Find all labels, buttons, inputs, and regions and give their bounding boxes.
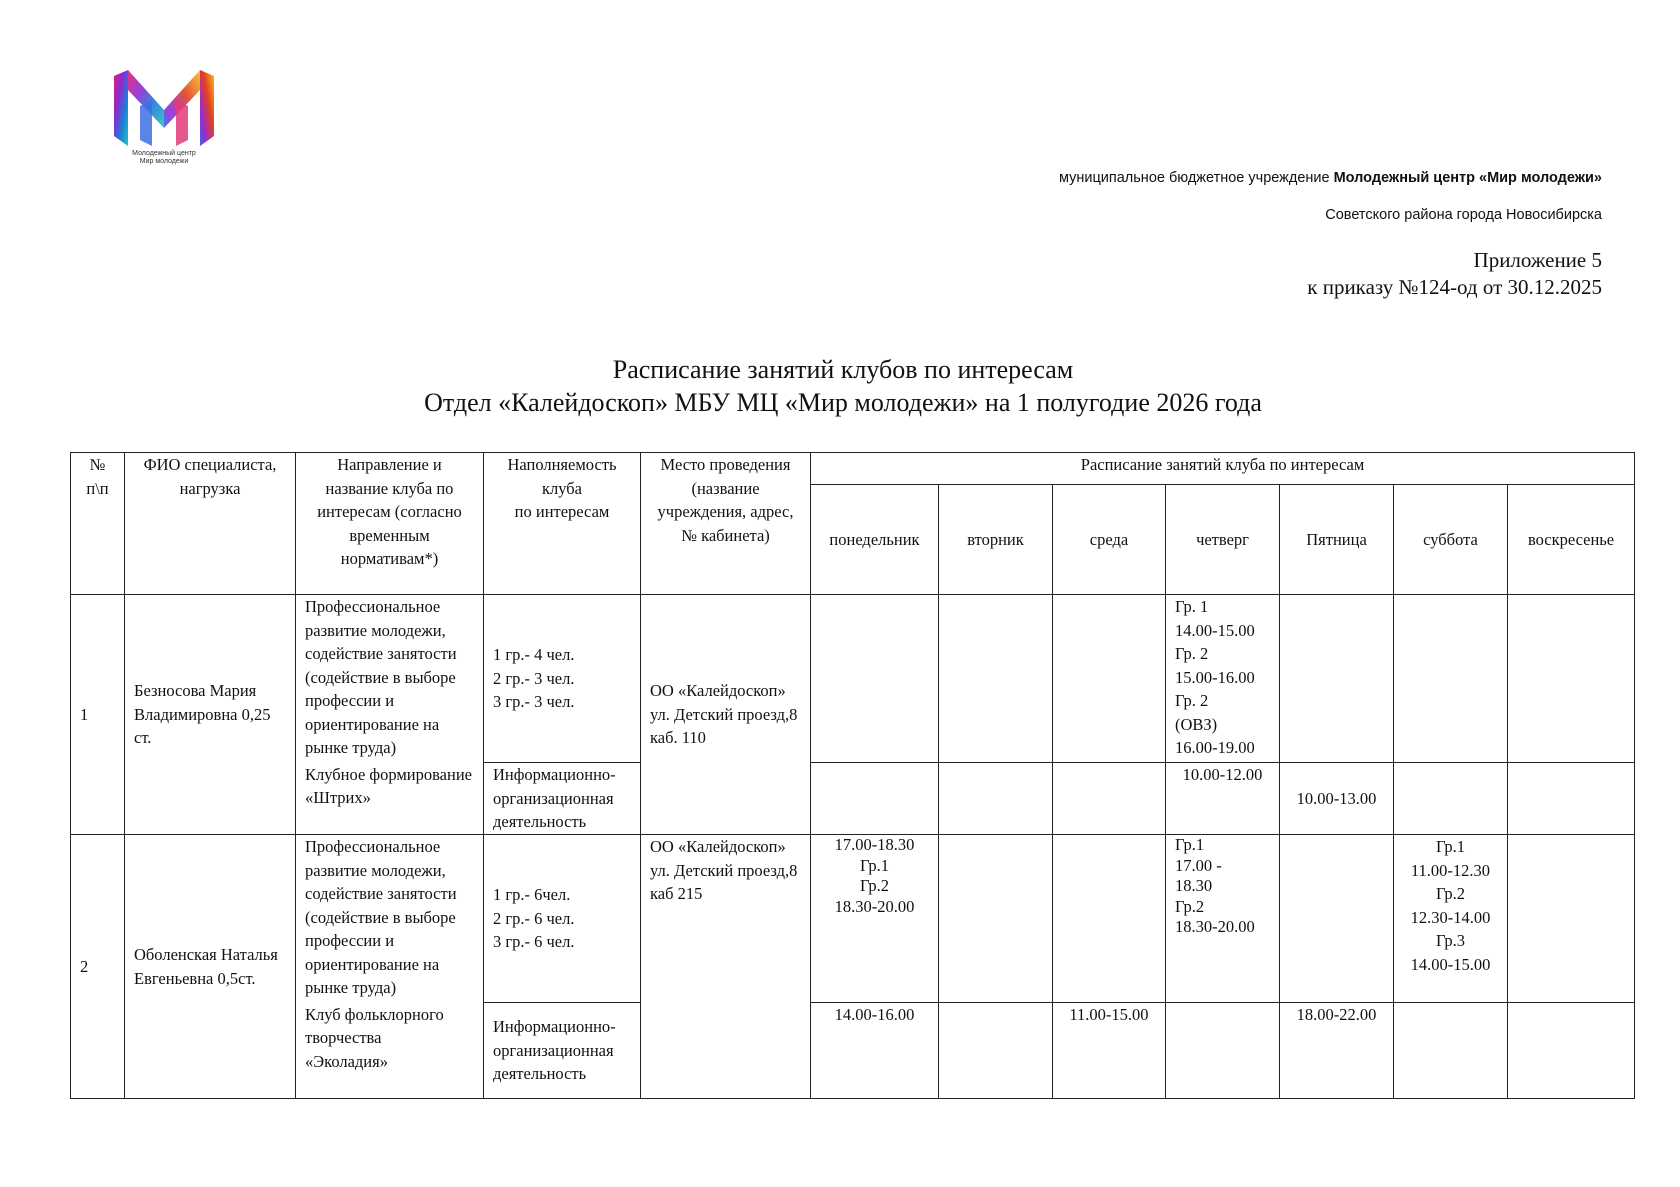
table-row (71, 595, 1635, 763)
row-info-sun (1508, 763, 1635, 835)
row-num: 1 (71, 595, 125, 835)
row-sched-tue (939, 835, 1053, 1003)
row-sched-sat (1394, 595, 1508, 763)
row-info-tue (939, 763, 1053, 835)
header-row-1 (71, 453, 1635, 485)
row-sched-sun (1508, 595, 1635, 763)
row-sched-wed (1053, 835, 1166, 1003)
row-direction: Профессиональное развитие молодежи, содействие занятости (содействие в выборе профессии и ориентирование на рынке труда) (296, 595, 484, 763)
header-day-mon: понедельник (811, 485, 939, 595)
header-day-thu: четверг (1166, 485, 1280, 595)
row-info-thu: 10.00-12.00 (1166, 763, 1280, 835)
row-sched-mon (811, 595, 939, 763)
row-info-sat (1394, 1003, 1508, 1099)
page-title: Расписание занятий клубов по интересам (612, 355, 1074, 384)
row-place: ОО «Калейдоскоп» ул. Детский проезд,8 каб. 110 (641, 595, 811, 835)
schedule-table (70, 452, 1635, 1099)
row-info-mon (811, 763, 939, 835)
row-sched-wed (1053, 595, 1166, 763)
table-row (71, 1003, 1635, 1099)
header-day-fri: Пятница (1280, 485, 1394, 595)
row-sched-sun (1508, 835, 1635, 1003)
row-info-wed (1053, 763, 1166, 835)
row-info-mon: 14.00-16.00 (811, 1003, 939, 1099)
header-day-wed: среда (1053, 485, 1166, 595)
header-fill: Наполняемость клуба по интересам (484, 453, 641, 595)
row-fill-info: Информационно-организационная деятельность (484, 1003, 641, 1099)
row-fio: Безносова Мария Владимировна 0,25 ст. (125, 595, 296, 835)
table-row (71, 835, 1635, 1003)
row-info-sun (1508, 1003, 1635, 1099)
row-sched-fri (1280, 595, 1394, 763)
annex-block (1307, 247, 1602, 301)
row-club-name: Клуб фольклорного творчества «Эколадия» (296, 1003, 484, 1099)
row-info-tue (939, 1003, 1053, 1099)
row-sched-sat: Гр.1 11.00-12.30 Гр.2 12.30-14.00 Гр.3 14.00-15.00 (1394, 835, 1508, 1003)
annex-line1: Приложение 5 (1473, 248, 1602, 272)
row-num: 2 (71, 835, 125, 1099)
row-sched-fri (1280, 835, 1394, 1003)
header-direction: Направление и название клуба по интересам (согласно временным нормативам*) (296, 453, 484, 595)
row-sched-tue (939, 595, 1053, 763)
row-place: ОО «Калейдоскоп» ул. Детский проезд,8 каб 215 (641, 835, 811, 1099)
row-sched-mon: 17.00-18.30 Гр.1 Гр.2 18.30-20.00 (811, 835, 939, 1003)
org-line1-prefix: муниципальное бюджетное учреждение (1058, 170, 1334, 186)
row-direction: Профессиональное развитие молодежи, содействие занятости (содействие в выборе профессии и ориентирование на рынке труда) (296, 835, 484, 1003)
row-info-sat (1394, 763, 1508, 835)
row-fill-groups: 1 гр.- 4 чел. 2 гр.- 3 чел. 3 гр.- 3 чел. (484, 595, 641, 763)
header-day-tue: вторник (939, 485, 1053, 595)
logo (110, 66, 218, 174)
header-fio: ФИО специалиста, нагрузка (125, 453, 296, 595)
org-line2: Советского района города Новосибирска (1325, 207, 1602, 223)
header-num: № п\п (71, 453, 125, 595)
row-info-thu (1166, 1003, 1280, 1099)
header-day-sat: суббота (1394, 485, 1508, 595)
table-row (71, 763, 1635, 835)
logo-caption-line2: Мир молодежи (139, 158, 189, 165)
header-day-sun: воскресенье (1508, 485, 1635, 595)
annex-line2: к приказу №124-од от 30.12.2025 (1307, 275, 1602, 299)
row-sched-thu: Гр. 1 14.00-15.00 Гр. 2 15.00-16.00 Гр. 2 (ОВЗ) 16.00-19.00 (1166, 595, 1280, 763)
row-info-wed: 11.00-15.00 (1053, 1003, 1166, 1099)
row-fio: Оболенская Наталья Евгеньевна 0,5ст. (125, 835, 296, 1099)
org-line1 (1059, 170, 1602, 186)
row-sched-thu: Гр.1 17.00 - 18.30 Гр.2 18.30-20.00 (1166, 835, 1280, 1003)
logo-mark-icon (110, 66, 218, 150)
logo-caption-line1: Молодежный центр (132, 150, 196, 157)
header-schedule: Расписание занятий клуба по интересам (811, 453, 1635, 485)
header-place: Место проведения (название учреждения, адрес, № кабинета) (641, 453, 811, 595)
logo-caption (110, 150, 218, 166)
row-info-fri: 10.00-13.00 (1280, 763, 1394, 835)
row-fill-groups: 1 гр.- 6чел. 2 гр.- 6 чел. 3 гр.- 6 чел. (484, 835, 641, 1003)
row-info-fri: 18.00-22.00 (1280, 1003, 1394, 1099)
org-line1-bold: Молодежный центр «Мир молодежи» (1333, 170, 1602, 186)
page-subtitle: Отдел «Калейдоскоп» МБУ МЦ «Мир молодежи» на 1 полугодие 2026 года (424, 388, 1262, 417)
row-club-name: Клубное формирование «Штрих» (296, 763, 484, 835)
row-fill-info: Информационно-организационная деятельность (484, 763, 641, 835)
